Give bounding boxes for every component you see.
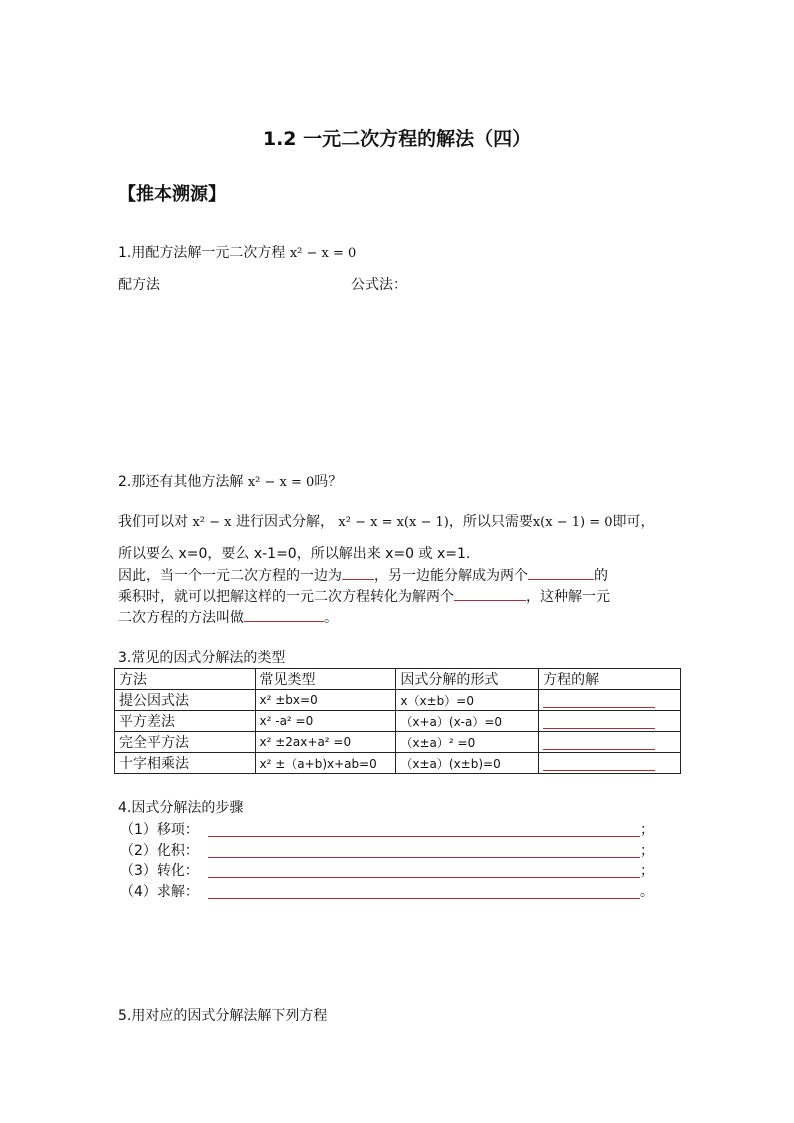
q2-l1-factored: x² − x = x(x − 1) bbox=[338, 515, 449, 530]
blank-two-factors[interactable] bbox=[528, 565, 594, 580]
method-cell: 十字相乘法 bbox=[115, 753, 256, 774]
step-end-2: ； bbox=[640, 843, 654, 859]
table-row bbox=[115, 753, 681, 774]
table-header-row bbox=[115, 669, 681, 690]
q2-l1-expr: x² − x bbox=[192, 515, 232, 530]
page-title: 1.2 一元二次方程的解法（四） bbox=[262, 128, 532, 150]
type-cell: x² ±2ax+a² =0 bbox=[255, 732, 396, 753]
q5-heading: 5.用对应的因式分解法解下列方程 bbox=[118, 1008, 328, 1024]
q2-l5-a: 二次方程的方法叫做 bbox=[118, 610, 244, 626]
q2-l1-a: 我们可以对 bbox=[118, 514, 193, 530]
type-cell: x² ±（a+b)x+ab=0 bbox=[255, 753, 396, 774]
step-3-blank[interactable] bbox=[208, 877, 640, 878]
table-row bbox=[115, 690, 681, 711]
step-end-4: 。 bbox=[640, 884, 654, 900]
step-label-3: （3）转化： bbox=[120, 863, 199, 879]
q2-line-3 bbox=[118, 565, 608, 586]
blank-method-name[interactable] bbox=[244, 607, 324, 622]
step-4-blank[interactable] bbox=[208, 898, 640, 899]
solution-blank[interactable] bbox=[543, 716, 655, 729]
q4-heading: 4.因式分解法的步骤 bbox=[118, 800, 244, 816]
step-label-1: （1）移项： bbox=[120, 822, 199, 838]
factoring-types-table bbox=[114, 668, 681, 774]
q2-l1-g: 即可， bbox=[612, 514, 655, 530]
solution-cell[interactable] bbox=[539, 753, 681, 774]
table-header: 方法 bbox=[115, 669, 256, 690]
blank-one-side[interactable] bbox=[342, 565, 374, 580]
q2-line-4 bbox=[118, 586, 610, 607]
q2-text: 2.那还有其他方法解 bbox=[118, 474, 248, 490]
table-header: 方程的解 bbox=[539, 669, 681, 690]
q2-l4-b: ，这种解一元 bbox=[526, 589, 610, 605]
q2-equation: x² − x = 0 bbox=[247, 475, 315, 490]
step-label-4: （4）求解： bbox=[120, 884, 199, 900]
form-cell: （x±a）² =0 bbox=[396, 732, 539, 753]
table-row bbox=[115, 711, 681, 732]
table-header: 因式分解的形式 bbox=[396, 669, 539, 690]
type-cell: x² ±bx=0 bbox=[255, 690, 396, 711]
step-2-blank[interactable] bbox=[208, 857, 640, 858]
method-cell: 完全平方法 bbox=[115, 732, 256, 753]
blank-two-equations[interactable] bbox=[454, 586, 526, 601]
section-heading: 【推本溯源】 bbox=[118, 184, 226, 205]
q2-line-2: 所以要么 x=0，要么 x-1=0，所以解出来 x=0 或 x=1. bbox=[118, 546, 471, 562]
form-cell: （x+a）(x-a）=0 bbox=[396, 711, 539, 732]
step-end-1: ； bbox=[640, 822, 654, 838]
q2-l3-a: 因此，当一个一元二次方程的一边为 bbox=[118, 568, 342, 584]
solution-blank[interactable] bbox=[543, 737, 655, 750]
form-cell: x（x±b）=0 bbox=[396, 690, 539, 711]
q2-text-after: 吗？ bbox=[314, 474, 343, 490]
q2-l1-zero: x(x − 1) = 0 bbox=[532, 515, 613, 530]
q1-prompt bbox=[118, 243, 356, 264]
q1-text: 1.用配方法解一元二次方程 bbox=[118, 245, 290, 261]
q2-l1-c: 进行因式分解， bbox=[231, 514, 334, 530]
form-cell: （x±a）(x±b)=0 bbox=[396, 753, 539, 774]
q2-l4-a: 乘积时，就可以把解这样的一元二次方程转化为解两个 bbox=[118, 589, 454, 605]
solution-blank[interactable] bbox=[543, 695, 655, 708]
q2-l3-b: ，另一边能分解成为两个 bbox=[374, 568, 528, 584]
method-cell: 提公因式法 bbox=[115, 690, 256, 711]
q2-l5-b: 。 bbox=[324, 610, 338, 626]
method-cell: 平方差法 bbox=[115, 711, 256, 732]
q1-label-formula: 公式法： bbox=[351, 277, 407, 293]
solution-cell[interactable] bbox=[539, 711, 681, 732]
q2-prompt bbox=[118, 472, 342, 493]
solution-cell[interactable] bbox=[539, 690, 681, 711]
q1-equation: x² − x = 0 bbox=[289, 246, 357, 261]
solution-blank[interactable] bbox=[543, 758, 655, 771]
table-row bbox=[115, 732, 681, 753]
q2-l1-e: ，所以只需要 bbox=[448, 514, 533, 530]
q3-heading: 3.常见的因式分解法的类型 bbox=[118, 650, 286, 666]
q2-line-1 bbox=[118, 512, 655, 533]
step-label-2: （2）化积： bbox=[120, 843, 199, 859]
q1-label-completing-square: 配方法 bbox=[118, 277, 160, 293]
table-header: 常见类型 bbox=[255, 669, 396, 690]
type-cell: x² -a² =0 bbox=[255, 711, 396, 732]
step-end-3: ； bbox=[640, 863, 654, 879]
step-1-blank[interactable] bbox=[208, 836, 640, 837]
solution-cell[interactable] bbox=[539, 732, 681, 753]
q2-l3-c: 的 bbox=[594, 568, 608, 584]
q2-line-5 bbox=[118, 607, 338, 628]
